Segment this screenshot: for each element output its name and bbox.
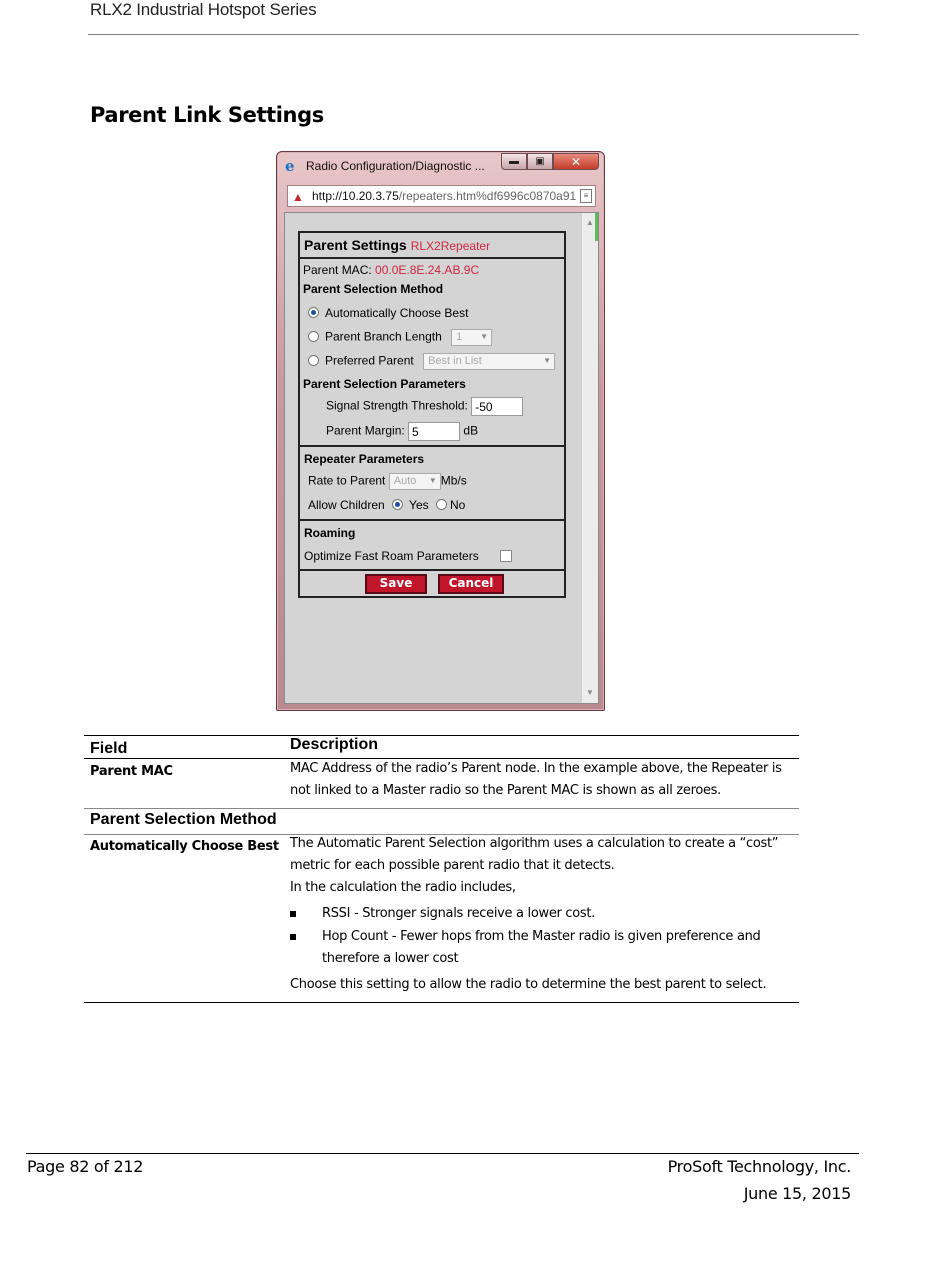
window-controls [501, 153, 599, 170]
signal-row [326, 397, 523, 416]
prosoft-logo-icon: ▲ [292, 190, 304, 204]
no-label: No [449, 498, 466, 512]
table-bottom-rule [84, 1002, 799, 1003]
desc-auto-para1: The Automatic Parent Selection algorithm uses a calculation to create a “cost” metric for each possible parent radio that it detects. [290, 836, 779, 873]
desc-auto-para2: In the calculation the radio includes, [290, 880, 516, 895]
config-popup-window [276, 151, 605, 711]
rate-select[interactable]: Auto ▼ [389, 473, 441, 490]
col-description-header: Description [290, 736, 379, 753]
margin-unit: dB [463, 423, 479, 438]
parent-mac-value: 00.0E.8E.24.AB.9C [375, 263, 480, 277]
field-auto-choose: Automatically Choose Best [90, 839, 279, 854]
yes-label: Yes [409, 498, 429, 512]
chevron-down-icon: ▼ [428, 476, 437, 485]
footer-date: June 15, 2015 [743, 1184, 851, 1203]
signal-input[interactable]: -50 [471, 397, 523, 416]
field-parent-mac: Parent MAC [90, 764, 173, 779]
branch-radio[interactable] [308, 331, 319, 342]
scroll-down-icon[interactable]: ▼ [586, 688, 594, 697]
page-content [284, 212, 599, 704]
preferred-parent-select[interactable]: Best in List ▼ [423, 353, 555, 370]
bullet-square-icon [290, 911, 296, 917]
close-button[interactable]: ✕ [553, 153, 599, 170]
roaming-heading: Roaming [304, 526, 356, 540]
group-heading: Parent Selection Method [90, 811, 277, 828]
parent-selection-section [300, 259, 564, 447]
signal-label: Signal Strength Threshold: [326, 398, 468, 413]
allow-children-label: Allow Children [308, 498, 385, 512]
margin-label: Parent Margin: [326, 423, 405, 438]
parent-mac-row [303, 263, 479, 277]
bullet-text: Hop Count - Fewer hops from the Master radio is given preference and therefore a lower cost [322, 929, 761, 966]
auto-label: Automatically Choose Best [325, 306, 469, 320]
desc-auto-para3: Choose this setting to allow the radio to determine the best parent to select. [290, 977, 767, 992]
allow-yes-radio[interactable] [392, 499, 403, 510]
col-field-header: Field [90, 740, 128, 757]
bullet-square-icon [290, 934, 296, 940]
address-bar[interactable] [287, 185, 596, 207]
rate-label: Rate to Parent [308, 473, 386, 488]
page-icon[interactable]: ≡ [580, 189, 592, 203]
window-titlebar [277, 152, 604, 180]
chevron-down-icon: ▼ [480, 332, 489, 341]
allow-children-row [308, 498, 465, 512]
panel-title: Parent Settings [304, 237, 407, 253]
allow-no-radio[interactable] [436, 499, 447, 510]
header-rule [88, 34, 859, 35]
chevron-down-icon: ▼ [543, 356, 552, 365]
footer-company: ProSoft Technology, Inc. [667, 1157, 851, 1176]
preferred-label: Preferred Parent [325, 353, 414, 368]
margin-input[interactable]: 5 [408, 422, 460, 441]
running-header: RLX2 Industrial Hotspot Series [90, 0, 317, 19]
section-title: Parent Link Settings [90, 103, 324, 127]
option-branch[interactable] [308, 329, 492, 346]
rate-row [308, 473, 467, 490]
address-url: http://10.20.3.75/repeaters.htm%df6996c0870a91 [312, 189, 577, 203]
params-heading: Parent Selection Parameters [303, 377, 466, 391]
margin-row [326, 422, 478, 441]
branch-label: Parent Branch Length [325, 329, 442, 344]
fast-roam-checkbox[interactable] [500, 550, 512, 562]
repeater-section [300, 447, 564, 521]
footer-rule [26, 1153, 859, 1154]
cancel-button[interactable]: Cancel [438, 574, 504, 594]
window-title: Radio Configuration/Diagnostic ... [306, 159, 485, 173]
save-button[interactable]: Save [365, 574, 427, 594]
desc-parent-mac: MAC Address of the radio’s Parent node. In the example above, the Repeater is not linked to a Master radio so the Parent MAC is shown as all zeroes. [290, 761, 782, 798]
maximize-button[interactable]: ▣ [527, 153, 553, 170]
preferred-radio[interactable] [308, 355, 319, 366]
parent-mac-label: Parent MAC: [303, 263, 372, 277]
bullet-text: RSSI - Stronger signals receive a lower cost. [322, 906, 596, 921]
option-preferred[interactable] [308, 353, 555, 370]
scroll-indicator [595, 213, 598, 241]
page-number: Page 82 of 212 [27, 1157, 144, 1176]
branch-length-select[interactable]: 1 ▼ [451, 329, 492, 346]
panel-header [300, 233, 564, 259]
action-row [300, 571, 564, 596]
repeater-heading: Repeater Parameters [304, 452, 425, 466]
internet-explorer-icon: e [285, 157, 295, 175]
device-name: RLX2Repeater [410, 239, 491, 253]
row-rule [84, 808, 799, 809]
scroll-up-icon[interactable]: ▲ [586, 218, 594, 227]
minimize-button[interactable]: ▬ [501, 153, 527, 170]
option-auto[interactable] [308, 306, 468, 320]
roaming-section [300, 521, 564, 571]
vertical-scrollbar[interactable] [581, 213, 598, 703]
fast-roam-row [304, 549, 512, 563]
parent-settings-panel [298, 231, 566, 598]
auto-radio[interactable] [308, 307, 319, 318]
selection-method-heading: Parent Selection Method [303, 282, 444, 296]
fast-roam-label: Optimize Fast Roam Parameters [304, 549, 479, 563]
rate-unit: Mb/s [440, 473, 467, 488]
